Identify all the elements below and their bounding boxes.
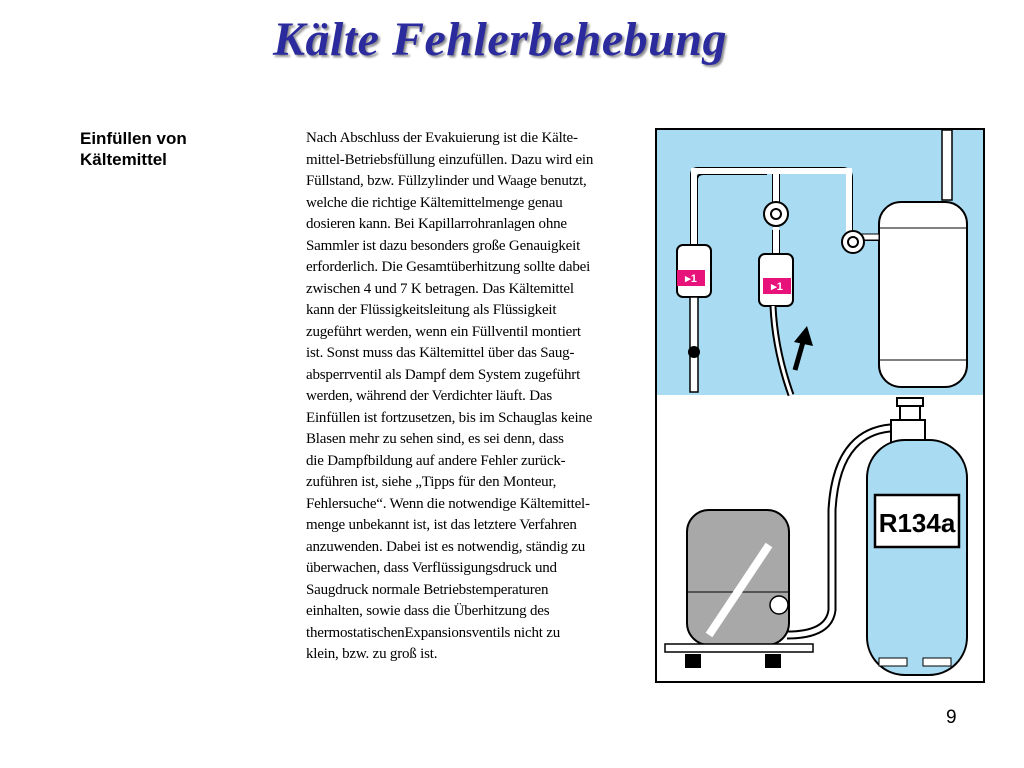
compressor (665, 510, 813, 668)
charging-illustration (657, 130, 983, 681)
refrigerant-charging-figure (655, 128, 985, 683)
body-line: mittel-Betriebsfüllung einzufüllen. Dazu wird ein (306, 151, 594, 168)
body-text (306, 128, 641, 666)
page-number: 9 (946, 707, 957, 728)
section-heading: Einfüllen von Kältemittel (80, 129, 187, 169)
body-line: Fehlersuche“. Wenn die notwendige Kältemittel- (306, 495, 590, 512)
service-valve-icon (764, 202, 788, 226)
manifold-pipe-fill (691, 168, 852, 174)
page-title: Kälte Fehlerbehebung (272, 13, 728, 66)
body-line: Nach Abschluss der Evakuierung ist die Kälte- (306, 130, 578, 146)
body-line: ist. Sonst muss das Kältemittel über das Saug- (306, 345, 575, 361)
body-line: überwachen, dass Verflüssigungsdruck und (306, 560, 557, 576)
manifold-pipe-fill (846, 174, 852, 240)
body-line: Saugdruck normale Betriebstemperaturen (306, 581, 549, 598)
svg-text:▸1: ▸1 (685, 273, 697, 285)
body-line: absperrventil als Dampf dem System zugeführt (306, 366, 581, 383)
body-line: dosieren kann. Bei Kapillarrohranlagen ohne (306, 216, 567, 232)
discharge-pipe (942, 130, 952, 200)
body-line: zwischen 4 und 7 K betragen. Das Kältemittel (306, 280, 574, 297)
body-line: klein, bzw. zu groß ist. (306, 646, 438, 662)
shutoff-valve-icon (842, 231, 864, 253)
body-line: die Dampfbildung auf andere Fehler zurück- (306, 452, 566, 469)
manifold-pipe-fill (691, 174, 697, 245)
body-line: zuführen ist, siehe „Tipps für den Monteur, (306, 474, 557, 490)
body-line: thermostatischenExpansionsventils nicht zu (306, 624, 561, 641)
body-line: Einfüllen ist fortzusetzen, bis im Schauglas keine (306, 409, 593, 426)
body-line: Sammler ist dazu besonders große Genauigkeit (306, 237, 581, 254)
body-line: welche die richtige Kältemittelmenge genau (306, 194, 563, 211)
svg-text:▸1: ▸1 (771, 281, 783, 293)
body-line: erforderlich. Die Gesamtüberhitzung sollte dabei (306, 259, 591, 275)
body-line: anzuwenden. Dabei ist es notwendig, ständig zu (306, 538, 586, 555)
body-line: Blasen mehr zu sehen sind, es sei denn, dass (306, 431, 564, 447)
body-line: werden, während der Verdichter läuft. Das (306, 388, 553, 404)
body-line: menge unbekannt ist, ist das letztere Verfahren (306, 517, 577, 533)
body-line: einhalten, sowie dass die Überhitzung des (306, 603, 550, 619)
body-line: zugeführt werden, wenn ein Füllventil montiert (306, 323, 581, 340)
sight-glass (759, 254, 793, 306)
cylinder-label: R134a (878, 508, 956, 538)
body-line: Füllstand, bzw. Füllzylinder und Waage benutzt, (306, 173, 587, 189)
receiver-tank (879, 202, 967, 387)
body-line: kann der Flüssigkeitsleitung als Flüssigkeit (306, 302, 557, 318)
refrigerant-cylinder (867, 398, 967, 675)
